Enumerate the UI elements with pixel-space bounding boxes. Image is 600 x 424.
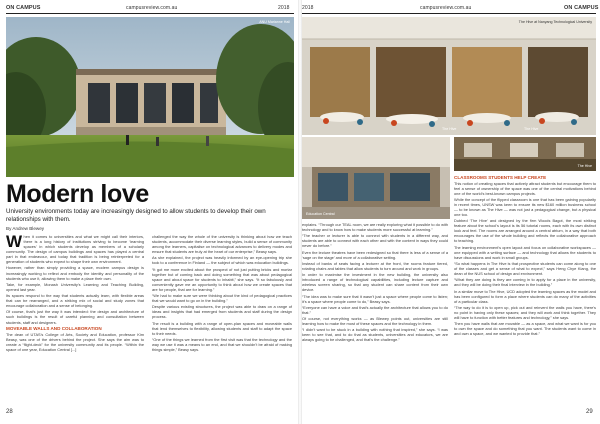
left-column-2 [152,234,292,404]
photo-caption: ANU Marianne Hall [259,20,290,24]
right-page [302,0,600,424]
page-number: 28 [6,409,13,415]
paragraph: “The idea was to make sure that it wasn’t just a space where people come to listen; it’s a space where people come to do,” Beasy says. [302,293,448,304]
paragraph: “Everyone can have a voice and that’s actually the architecture that allows you to do that.” [302,304,448,315]
left-column-1 [6,234,144,404]
paragraph: “It got me more excited about the prospect of not just putting bricks and mortar together but of coming back and doing something that was about pedagogical space and about space for students to inhabit,” she says. “It so fabulously and conveniently gave me an opportunity to think about how we create spaces that are for people, that are for learning.” [152,266,292,292]
paragraph: However, rather than simply providing a space, modern campus design is increasingly working to reflect and embody the identity and personality of the students who use it, allowing them to make a place their own. [6,265,144,281]
paragraph: The learning environment’s open layout and focus on collaborative workspaces — one equipped with a writing surface — and technology that allows the students to have discussions and work in small groups. [454,244,596,260]
paragraph: Even the lecture theatres have been redesigned so that there is less of a sense of a ‘sage on the stage’ and more of a collaborative setting. [302,249,448,260]
photo-illustration [302,17,596,135]
right-column-2 [454,173,596,408]
paragraph: In order to maximise the investment in the new building, the university also introduced a range of technological capabilities, including lecture capture and wireless screen sharing, so that any student can share content from their own device. [302,272,448,293]
paragraph: While the concept of the flipped classroom is one that has been gaining popularity in recent times, UNSW was keen to ensure its new $160 million business school — to be known as The Hive — was not just a pedagogical change, but a physical one too. [454,196,596,218]
photo-caption: The Hive at Nanyang Technological University [518,20,592,24]
photo-caption: The Hive [442,127,457,131]
paragraph: challenged the way the whole of the university is thinking about how we teach students, accommodate their diverse learning styles, build a sense of community among the learners, capitalise on technological advances to delivery modes and ensure that students are truly at the heart of our enterprise,” Beasy says. [152,234,292,255]
paragraph: In a similar move to The Hive, UCD adopted the learning spaces as the model and has been configured to form a place where students can do many of the activities of a particular class. [454,288,596,304]
article-byline: By Andrew Blewey [6,226,45,231]
hive-interior-photo [302,17,596,135]
photo-illustration [454,137,596,171]
paragraph: “The way to do it is to open up, pick out and reinvent the walls you have, there’s no point in having only these spaces; and they will work and think together. They will have to function with better features and technology,” she says. [454,304,596,321]
article-headline: Modern love [6,180,149,208]
date-label: 2018 [278,5,290,11]
section-label: ON CAMPUS [564,5,599,11]
paragraph: Dubbed ‘The Hive’ and designed by the firm Woods Bagot, the most striking feature about the school’s layout is its 56 tutorial rooms, each with its own distinct look and feel. The rooms are arranged around a central atrium, in a way that both encourages the use of the whole building and reflects the collaborative approach to teaching. [454,218,596,244]
article-standfirst: University environments today are increasingly designed to allow students to develop their own relationships with them. [6,208,266,223]
paragraph: Of course, that’s just the way it was intended: the design and architecture of such buildings is the result of careful planning and consultation between students, staff and designers. [6,309,144,325]
paragraph: Instead of banks of seats facing a lecturer at the front, the rooms feature tiered, rotating chairs and tables that allow students to turn around and work in groups. [302,260,448,271]
hive-room-photo [454,137,596,171]
header-rule [6,13,294,14]
drop-cap: W [6,234,23,251]
paragraph: Despite various existing structures, the project was able to draw on a range of ideas and insights that had emerged from students and staff during the design process. [152,304,292,320]
photo-caption: The Hive [577,164,592,168]
paragraph: “One of the things we learned from the first visit was that the technology and the way we use it was a means to an end, and that we shouldn’t be afraid of making things simple,” Beasy says. [152,337,292,353]
education-central-photo [302,137,450,219]
paragraph: Of course, not everything works — as Blewey points out, universities are still learning how to make the most of these spaces and the technology in them. [302,316,448,327]
date-label: 2018 [302,5,314,11]
paragraph: As she explained, the project was heavily informed by an eye-opening trip she took to a conference in Finland — the subject of which was education buildings. [152,255,292,266]
paragraph: The result is a building with a range of open-plan spaces and moveable walls that lend themselves to flexibility, allowing students and staff to adapt the space to their needs. [152,320,292,336]
section-label: ON CAMPUS [6,5,41,11]
paragraph: This notion of creating spaces that actively attract students but encourage them to feel a sense of ownership of the space was one of the central motivations behind one of the world’s best-known campus projects. [454,180,596,196]
paragraph: “The teacher or lecturer is able to connect with students in a different way, and students are able to connect with each other and with the content in ways they could never do before.” [302,233,448,249]
right-column-1 [302,222,448,408]
paragraph: “What they are doing is they are coming in to apply for a place in the university, and they will be doing their final interview in the building.” [454,277,596,288]
paragraph-text: hen it comes to universities and what we might call their interiors, there is a long history of institutions striving to become ‘learning spaces’ in which students develop as members of a scholarly community. The design of campus buildings and spaces has played a central part in that endeavour, and today that tradition is being reinterpreted for a generation of students who expect to shape their own environment. [6,234,144,265]
paragraph: “We had to make sure we were thinking about the kind of pedagogical practices that we would want to go on in the building.” [152,293,292,304]
photo-caption: Education Central [306,212,335,216]
paragraph: Take, for example, Monash University’s Learning and Teaching Building, opened last year. [6,281,144,292]
header-rule [302,13,596,14]
paragraph: The dean of UTAS’s College of Arts, Society and Education, professor Kim Beasy, was one of the drivers behind the project. She says the aim was to create a “flight-deck” for the university community and its people. “Within the space of one year, Education Central [...] [6,332,144,353]
paragraph: Then you have walls that are movable — as a space, and what we want is for you to own the space and do something that you want. The students want to come in and own a space, and we wanted to provide that.” [454,321,596,337]
paragraph: “So what happens in The Hive is that prospective students can come along to one of the classes and get a sense of what to expect,” says Heng Chye Kiang, the dean of the NUS school of design and environment. [454,261,596,277]
subheading: MOVEABLE WALLS AND COLLABORATION [6,326,102,332]
page-number: 29 [586,409,593,415]
website-label: campusreview.com.au [126,5,178,11]
paragraph: “I didn’t want to be stuck in a building with nothing that inspired,” she says. “I was keen to see that, and to do that as students, universities and educators, we are always going to be challenged, and that’s the challenge.” [302,327,448,343]
photo-caption: The Hive [524,127,539,131]
campus-building-photo [6,17,294,177]
photo-illustration [302,137,450,219]
photo-illustration [6,17,294,177]
paragraph: Its spaces respond to the way that students actually learn, with flexible areas that can be rearranged, and a striking mix of social and study zones that encourage collaboration and a sense of belonging. [6,293,144,309]
website-label: campusreview.com.au [420,5,472,11]
left-page [0,0,298,424]
paragraph: explains. “Through our TEAL room, we are really exploring what it possible to do with technology and to know how to make students more successful at learning.” [302,222,448,233]
paragraph [6,234,144,264]
subheading: CLASSROOMS STUDENTS HELP CREATE [454,174,547,180]
